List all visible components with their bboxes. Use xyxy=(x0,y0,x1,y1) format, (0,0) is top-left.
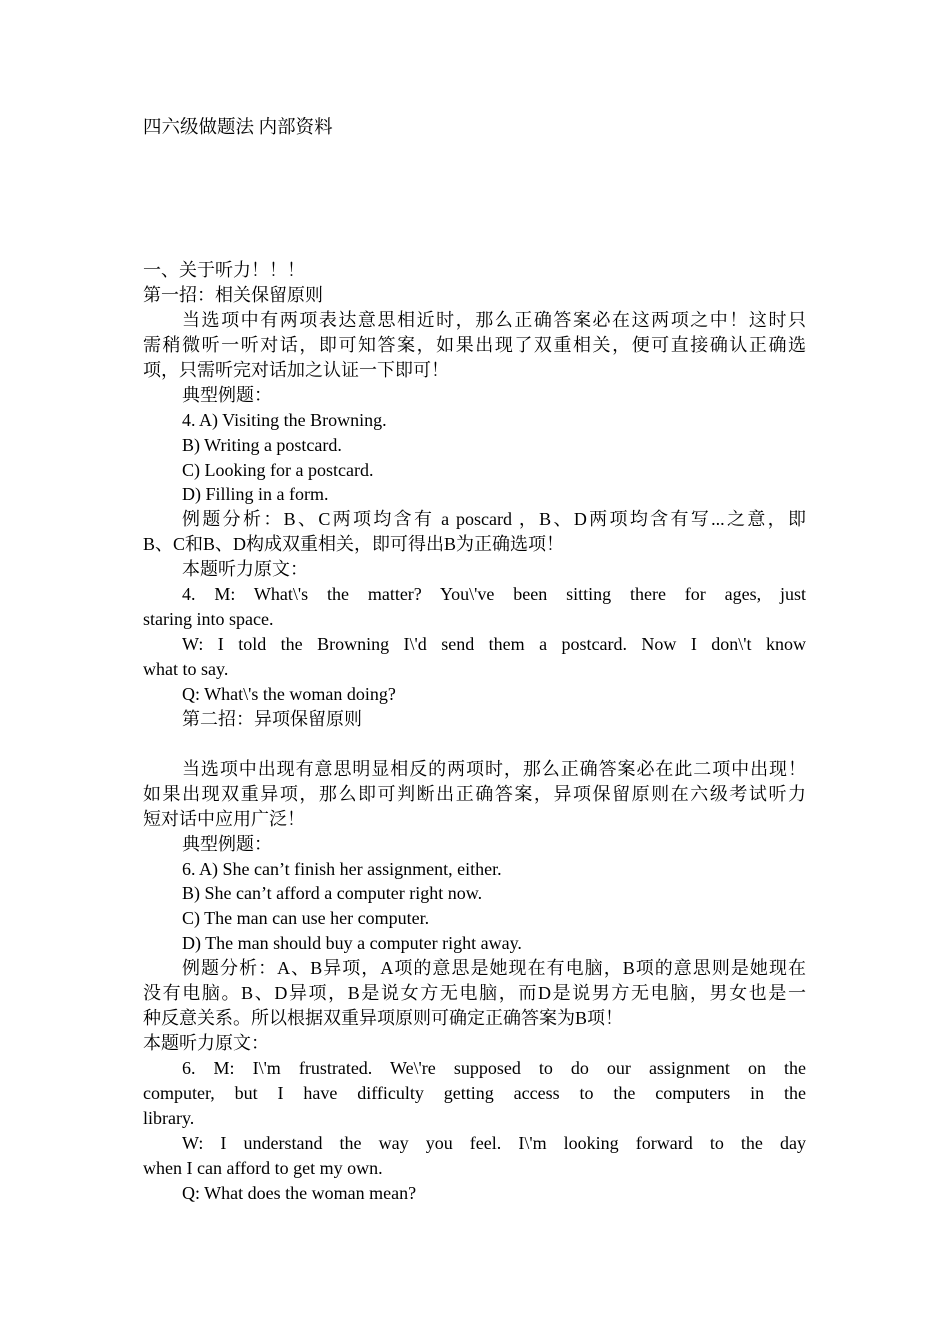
example-label: 典型例题： xyxy=(182,833,272,854)
tip-title: 第一招：相关保留原则 xyxy=(143,284,323,305)
transcript-line: W: I told the Browning I\'d send them a postcard. Now I don\'t know xyxy=(182,634,806,655)
transcript-line: W: I understand the way you feel. I\'m looking forward to the day xyxy=(182,1132,806,1153)
tip-description-line: 项，只需听完对话加之认证一下即可！ xyxy=(143,359,449,380)
option-item: B) She can’t afford a computer right now. xyxy=(182,883,483,904)
transcript-line: Q: What does the woman mean? xyxy=(182,1182,417,1203)
analysis-line: 种反意关系。所以根据双重异项原则可确定正确答案为B项！ xyxy=(143,1008,624,1029)
transcript-line: library. xyxy=(143,1107,195,1128)
document-body xyxy=(143,258,806,1206)
tip-description-line: 短对话中应用广泛！ xyxy=(143,808,305,829)
transcript-label: 本题听力原文： xyxy=(143,1033,269,1054)
option-item: C) Looking for a postcard. xyxy=(182,459,374,480)
tip-description-line: 当选项中有两项表达意思相近时，那么正确答案必在这两项之中！这时只 xyxy=(182,309,806,330)
tip-description-line: 当选项中出现有意思明显相反的两项时，那么正确答案必在此二项中出现！ xyxy=(182,758,806,779)
analysis-line: 例题分析：A、B异项，A项的意思是她现在有电脑，B项的意思则是她现在 xyxy=(182,958,806,979)
transcript-line: computer, but I have difficulty getting access to the computers in the xyxy=(143,1082,806,1103)
blank-line xyxy=(143,732,806,757)
transcript-line: when I can afford to get my own. xyxy=(143,1157,383,1178)
tip-description-line: 如果出现双重异项，那么即可判断出正确答案，异项保留原则在六级考试听力 xyxy=(143,783,806,804)
transcript-line: 6. M: I\'m frustrated. We\'re supposed to do our assignment on the xyxy=(182,1058,806,1078)
analysis-line: 例题分析：B、C两项均含有 a poscard ，B、D两项均含有写...之意，即 xyxy=(182,509,806,530)
option-item: D) The man should buy a computer right away. xyxy=(182,933,522,954)
tip-title: 第二招：异项保留原则 xyxy=(182,708,362,729)
analysis-line: B、C和B、D构成双重相关，即可得出B为正确选项！ xyxy=(143,534,565,555)
tip-description-line: 需稍微听一听对话，即可知答案，如果出现了双重相关，便可直接确认正确选 xyxy=(143,334,806,355)
transcript-line: Q: What\'s the woman doing? xyxy=(182,683,396,704)
option-item: B) Writing a postcard. xyxy=(182,434,342,455)
transcript-line: what to say. xyxy=(143,659,229,679)
analysis-line: 没有电脑。B、D异项，B是说女方无电脑，而D是说男方无电脑，男女也是一 xyxy=(143,983,806,1004)
transcript-line: staring into space. xyxy=(143,609,274,630)
option-item: D) Filling in a form. xyxy=(182,484,329,505)
transcript-label: 本题听力原文： xyxy=(182,559,308,580)
option-item: 4. A) Visiting the Browning. xyxy=(182,409,387,430)
option-item: 6. A) She can’t finish her assignment, either. xyxy=(182,858,502,879)
option-item: C) The man can use her computer. xyxy=(182,908,430,929)
section-heading: 一、关于听力！！！ xyxy=(143,260,305,280)
page-title: 四六级做题法 内部资料 xyxy=(143,118,333,138)
example-label: 典型例题： xyxy=(182,384,272,405)
transcript-line: 4. M: What\'s the matter? You\'ve been sitting there for ages, just xyxy=(182,584,806,605)
